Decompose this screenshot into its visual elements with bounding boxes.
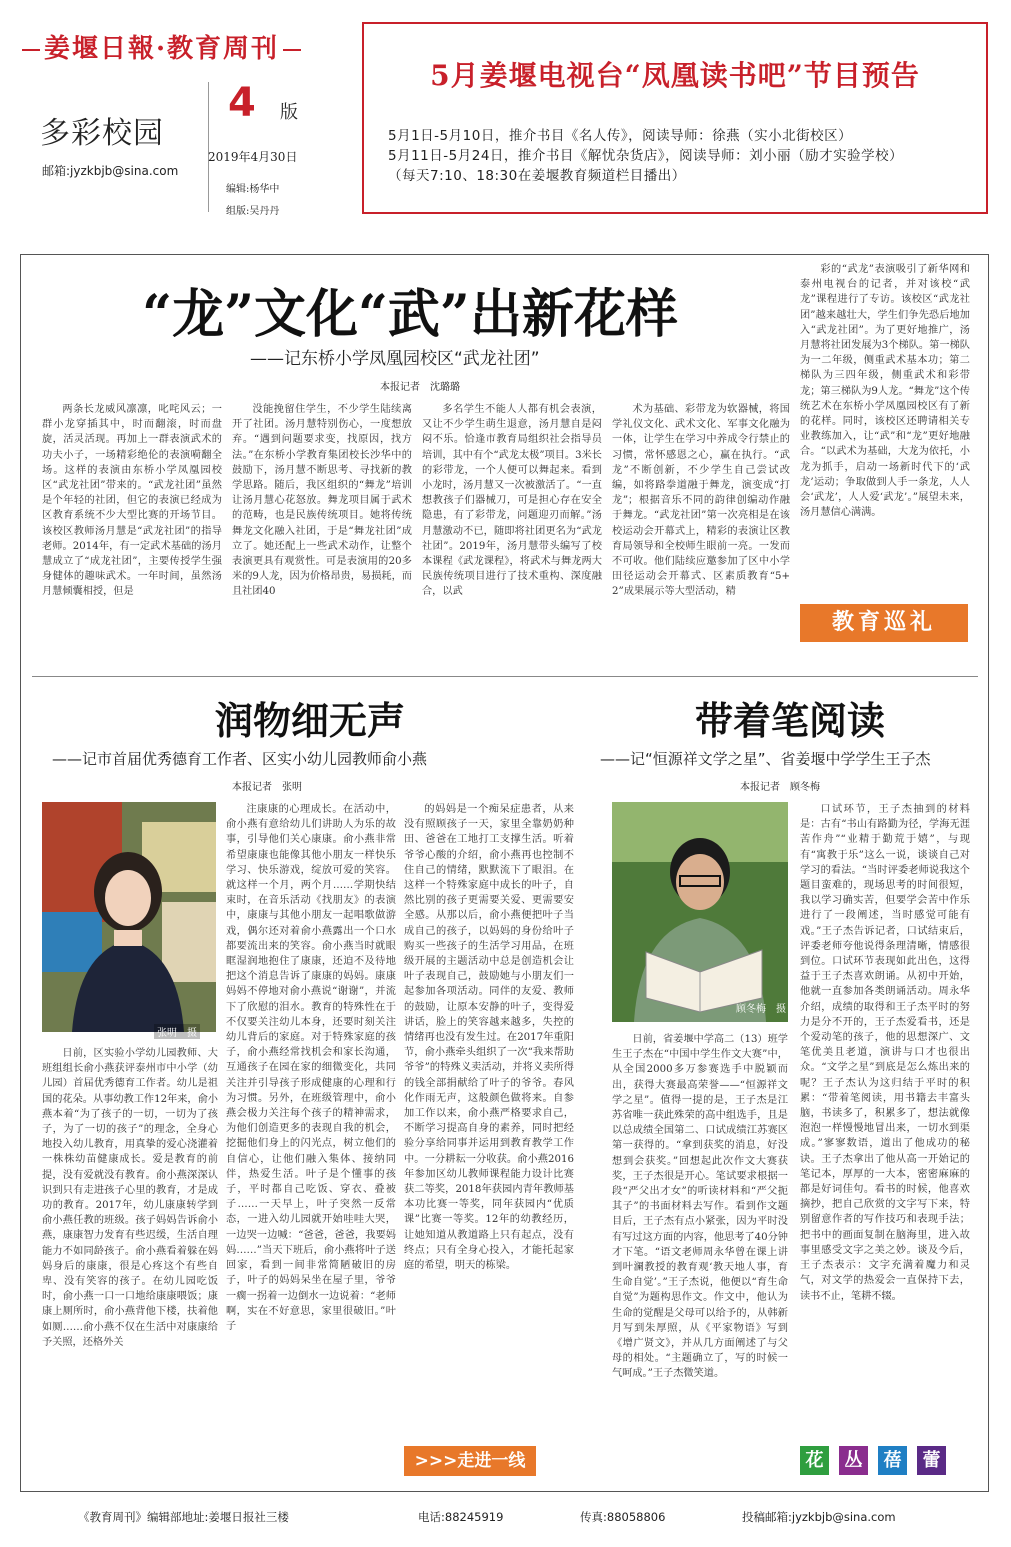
- student-photo: [612, 802, 788, 1022]
- page-number: 4: [228, 80, 256, 126]
- footer-address: 《教育周刊》编辑部地址:姜堰日报社三楼: [78, 1510, 289, 1524]
- article2-photo-credit: 张明 摄: [154, 1024, 200, 1039]
- article1-col-5: 彩的“武龙”表演吸引了新华网和泰州电视台的记者，并对该校“武龙”课程进行了专访。该校区“武龙社团”越来越壮大，学生们争先恐后地加入“武龙社团”。为了更好地推广，汤月慧将社团发展为3个梯队。第一梯队为一二年级，侧重武术基本功；第二梯队为三四年级，侧重武术和彩带龙；第三梯队为9人龙。“舞龙”这个传统艺术在东桥小学凤凰园校区有了新的花样。同时，该校区还聘请相关专业教练加入，让“武”和“龙”更好地融合。“以武术为基础，大龙为依托，小龙为抓手，启动一场新时代下的‘武龙’运动；争取做到人手一条龙，人人会‘武龙’，人人爱‘武龙’。”展望未来，汤月慧信心满满。: [800, 264, 970, 519]
- article2-title: 润物细无声: [214, 698, 405, 743]
- article1-col-3: 多名学生不能人人都有机会表演，又让不少学生萌生退意，汤月慧自是闷闷不乐。恰逢市教育局组织社会指导员培训，其中有个“武龙太极”项目。3米长的彩带龙，一个人便可以舞起来。看到小龙时，汤月慧又一次被激活了。“一直想教孩子们器械刀，可是担心存在安全隐患，有了彩带龙，问题迎刃而解。”汤月慧激动不已，随即将社团更名为“武龙社团”。2019年，汤月慧带头编写了校本课程《武龙课程》，将武术与舞龙两大民族传统项目进行了技术重构、深度融合，以武: [422, 404, 602, 598]
- article1-col-4: 术为基础、彩带龙为软器械，将国学礼仪文化、武术文化、军事文化融为一体，让学生在学习中养成令行禁止的习惯，常怀感恩之心，赢在执行。“武龙”不断创新，不少学生自己尝试改编，如将路拳道融于舞龙，演变成“打龙”；根据音乐不同的韵律创编动作融于舞龙。“武龙社团”第一次亮相是在该校运动会开幕式上，精彩的表演让区教育局领导和全校师生眼前一亮。一发而不可收。他们陆续应邀参加了区中小学田径运动会开幕式、区素质教育“5+2”成果展示等大型活动，精: [612, 404, 790, 598]
- article3-byline: 本报记者 顾冬梅: [740, 782, 820, 793]
- footer-fax: 传真:88058806: [580, 1510, 666, 1524]
- notice-title: 5月姜堰电视台“凤凰读书吧”节目预告: [430, 59, 920, 92]
- footer-phone: 电话:88245919: [418, 1510, 504, 1524]
- flower-char-4: 蕾: [917, 1446, 946, 1475]
- article1-col-2: 没能挽留住学生，不少学生陆续离开了社团。汤月慧特别伤心，一度想放弃。“遇到问题要求变，找原因，找方法。”在东桥小学教育集团校长沙华中的鼓励下，汤月慧不断思考、寻找新的教学思路。随后，我区组织的“舞龙”培训让汤月慧心花怒放。舞龙项目属于武术的范畴，也是民族传统项目。她将传统舞龙文化融入社团，于是“舞龙社团”成立了。她还配上一些武术动作，让整个表演更具有观赏性。可是表演用的20多米的9人龙，因为价格昂贵，易损耗，而且社团40: [232, 404, 412, 598]
- page-ban-label: 版: [280, 102, 298, 123]
- masthead-email: 邮箱:jyzkbjb@sina.com: [42, 164, 179, 178]
- flower-char-3: 蓓: [878, 1446, 907, 1475]
- teacher-photo: [42, 802, 216, 1032]
- article1-byline: 本报记者 沈璐璐: [380, 382, 460, 393]
- article2-byline: 本报记者 张明: [232, 782, 302, 793]
- notice-line-3: （每天7:10、18:30在姜堰教育频道栏目播出）: [388, 168, 686, 184]
- notice-line-1: 5月1日-5月10日，推介书目《名人传》，阅读导师：徐燕（实小北街校区）: [388, 128, 853, 144]
- article2-subtitle: ——记市首届优秀德育工作者、区实小幼儿园教师俞小燕: [52, 750, 428, 768]
- article3-subtitle: ——记“恒源祥文学之星”、省姜堰中学学生王子杰: [600, 750, 931, 768]
- flower-char-1: 花: [800, 1446, 829, 1475]
- article3-photo-credit: 顾冬梅 摄: [736, 1004, 786, 1015]
- article1-subtitle: ——记东桥小学凤凰园校区“武龙社团”: [250, 349, 540, 369]
- notice-line-2: 5月11日-5月24日，推介书目《解忧杂货店》，阅读导师：刘小丽（励才实验学校）: [388, 148, 904, 164]
- article2-col-2: 注康康的心理成长。在活动中，俞小燕有意给幼儿们讲助人为乐的故事，引导他们关心康康。俞小燕非常希望康康也能像其他小朋友一样快乐学习、快乐游戏，绽放可爱的笑容。就这样一个月，两个月……学期快结束时，在音乐活动《找朋友》的表演中，康康与其他小朋友一起唱歌做游戏，偶尔还对着俞小燕露出一个口水都要流出来的笑容。俞小燕当时就眼眶湿润地抱住了康康，还迫不及待地把这个消息告诉了康康的妈妈。康康妈妈不停地对俞小燕说“谢谢”，并流下了欣慰的泪水。教育的特殊性在于不仅要关注幼儿本身，还要时刻关注幼儿背后的家庭。对于特殊家庭的孩子，俞小燕经常找机会和家长沟通，互通孩子在园在家的细微变化，共同关注并引导孩子形成健康的心理和行为习惯。另外，在班级管理中，俞小燕会极力关注每个孩子的精神需求，为他们创造更多的表现自我的机会，挖掘他们身上的闪光点，树立他们的自信心，让他们融入集体、接纳同伴，热爱生活。叶子是个懂事的孩子，平时都自己吃饭、穿衣、叠被子……一天早上，叶子突然一反常态，一进入幼儿园就开始哇哇大哭，一边哭一边喊：“爸爸，爸爸，我要妈妈……”当天下班后，俞小燕将叶子送回家，看到一间非常简陋破旧的房子，叶子的妈妈呆坐在屋子里，爷爷一瘸一拐着一边倒水一边说着：“老师啊，实在不好意思，家里很破旧。”叶子: [226, 804, 396, 1332]
- layout-credit: 组版:吴丹丹: [226, 206, 280, 217]
- masthead-logo: 姜堰日報·教育周刊: [22, 28, 332, 65]
- article2-col-3: 的妈妈是一个痴呆症患者，从来没有照顾孩子一天，家里全靠奶奶种田、爸爸在工地打工支撑生活。听着爷爷心酸的介绍，俞小燕再也控制不住自己的情绪，默默流下了眼泪。在这样一个特殊家庭中成长的叶子，自然比别的孩子更需要关爱、更需要安全感。从那以后，俞小燕便把叶子当成自己的孩子，以妈妈的身份给叶子购买一些孩子的生活学习用品，在班级开展的主题活动中总是创造机会让叶子表现自己，鼓励她与小朋友们一起参加各项活动。同伴的友爱、教师的鼓励，让原本安静的叶子，变得爱讲话，脸上的笑容越来越多，失控的情绪再也没有发生过。在2017年重阳节，俞小燕牵头组织了一次“我来帮助爷爷”的特殊义卖活动，并将义卖所得的钱全部捐献给了叶子的爷爷。春风化作雨无声，这般颜色做将来。自参加工作以来，俞小燕严格要求自己，不断学习提高自身的素养，同时把经验分享给同事并运用到教育教学工作中。一分耕耘一分收获。俞小燕2016年参加区幼儿教师课程能力设计比赛获二等奖，2018年获园内青年教师基本功比赛一等奖，同年获园内“优质课”比赛一等奖。12年的幼教经历，让她知道从教道路上只有起点，没有终点；只有全身心投入，才能托起家庭的希望，明天的栋梁。: [404, 804, 574, 1272]
- flower-char-2: 丛: [839, 1446, 868, 1475]
- issue-date: 2019年4月30日: [208, 150, 298, 164]
- footer-email: 投稿邮箱:jyzkbjb@sina.com: [742, 1510, 896, 1524]
- section-divider: [32, 676, 978, 677]
- article3-col-2: 口试环节，王子杰抽到的材料是：古有“书山有路勤为径，学海无涯苦作舟”“业精于勤荒于嬉”，与现有“寓教于乐”这么一说，谈谈自己对学习的看法。“当时评委老师说我这个题目蛮难的，现场思考的时间很短，我以学习确实苦，但要学会苦中作乐进行了一段阐述，当时感觉可能有戏。”王子杰告诉记者，口试结束后，评委老师夸他说得条理清晰，情感很到位。口试环节表现如此出色，这得益于王子杰喜欢朗诵。从初中开始，他就一直参加各类朗诵活动。周永华介绍，成绩的取得和王子杰平时的努力是分不开的，王子杰爱看书，还是个爱动笔的孩子，他的思想深广、文笔优美且老道，演讲与口才也很出众。“文学之星”到底是怎么炼出来的呢？王子杰认为这归结于平时的积累：“带着笔阅读，用书籍去丰富头脑，书读多了，积累多了，想法就像泡泡一样慢慢地冒出来，一切水到渠成。”寥寥数语，道出了他成功的秘诀。王子杰拿出了他从高一开始记的笔记本，厚厚的一大本，密密麻麻的都是好词佳句。看书的时候，他喜欢摘抄，把自己欣赏的文字写下来，特别留意作者的写作技巧和表现手法；把书中的画面复制在脑海里，进入故事里感受文字之美之妙。谈及今后，王子杰表示：文字充满着魔力和灵气，对文学的热爱会一直保持下去，读书不止，笔耕不辍。: [800, 804, 970, 1302]
- go-frontline-tag: >>>走进一线: [404, 1446, 536, 1476]
- article1-title: “龙”文化“武”出新花样: [142, 284, 678, 345]
- article1-col-1: 两条长龙威风凛凛，叱咤风云；一群小龙穿插其中，时而翻滚，时而盘旋，活灵活现。再加上一群表演武术的功夫小子，一场精彩绝伦的表演嗬翻全场。这样的表演由东桥小学凤凰园校区“武龙社团”带来的。“武龙社团”虽然是个年轻的社团，但它的表演已经成为区教育系统不少大型比赛的开场节目。该校区教师汤月慧是“武龙社团”的指导老师。2014年，有一定武术基础的汤月慧成立了“成龙社团”，主要传授学生强身健体的趣味武术。一年时间，虽然汤月慧倾囊相授，但是: [42, 404, 222, 598]
- edu-tour-tag: 教育巡礼: [800, 604, 968, 642]
- editor-credit: 编辑:杨华中: [226, 184, 280, 195]
- masthead-divider: [208, 82, 209, 212]
- section-title: 多彩校园: [40, 116, 164, 151]
- article2-col-1: 日前，区实验小学幼儿园教师、大班组组长俞小燕获评泰州市中小学（幼儿园）首届优秀德育工作者。幼儿是祖国的花朵。从事幼教工作12年来，俞小燕本着“为了孩子的一切，一切为了孩子，为了一切的孩子”的理念，全身心地投入幼儿教育，用真挚的爱心浇灌着一株株幼苗健康成长。爱是教育的前提，没有爱就没有教育。俞小燕深深认识到只有走进孩子心里的教育，才是成功的教育。2017年，幼儿康康转学到俞小燕任教的班级。孩子妈妈告诉俞小燕，康康智力发育有些迟缓，生活自理能力不如同龄孩子。俞小燕看着躲在妈妈身后的康康，很是心疼这个有些自卑、没有笑容的孩子。在幼儿园吃饭时，俞小燕一口一口地给康康喂饭；康康上厕所时，俞小燕背他下楼，扶着他如厕……俞小燕不仅在生活中对康康给予关照，还格外关: [42, 1048, 218, 1348]
- program-notice: [362, 22, 988, 214]
- article3-title: 带着笔阅读: [694, 698, 885, 743]
- article3-col-1: 日前，省姜堰中学高二（13）班学生王子杰在“中国中学生作文大赛”中，从全国2000多万参赛选手中脱颖而出，获得大赛最高荣誉——“恒源祥文学之星”。值得一提的是，王子杰是江苏省唯一获此殊荣的高中组选手，且是以总成绩全国第二、口试成绩江苏赛区第一获得的。“拿到获奖的消息，好没想到会获奖。”回想起此次作文大赛获奖，王子杰很是开心。笔试要求根据一段“严父出才女”的听读材料和“严父扼其子”的书面材料去写作。看到作文题目后，王子杰有点小紧张，因为平时没有写过这方面的内容，他思考了40分钟才下笔。“语文老师周永华曾在课上讲到叶澜教授的教育观‘教天地人事，育生命自觉’。”王子杰说，他便以“育生命自觉”为题构思作文。作文中，他认为生命的觉醒是父母可以给予的，从韩新月写到朱厚照，从《平家物语》写到《增广贤文》，并从几方面阐述了与父母的相处。“主题确立了，写的时候一气呵成。”王子杰微笑道。: [612, 1034, 788, 1380]
- flower-bud-tag: [800, 1446, 946, 1475]
